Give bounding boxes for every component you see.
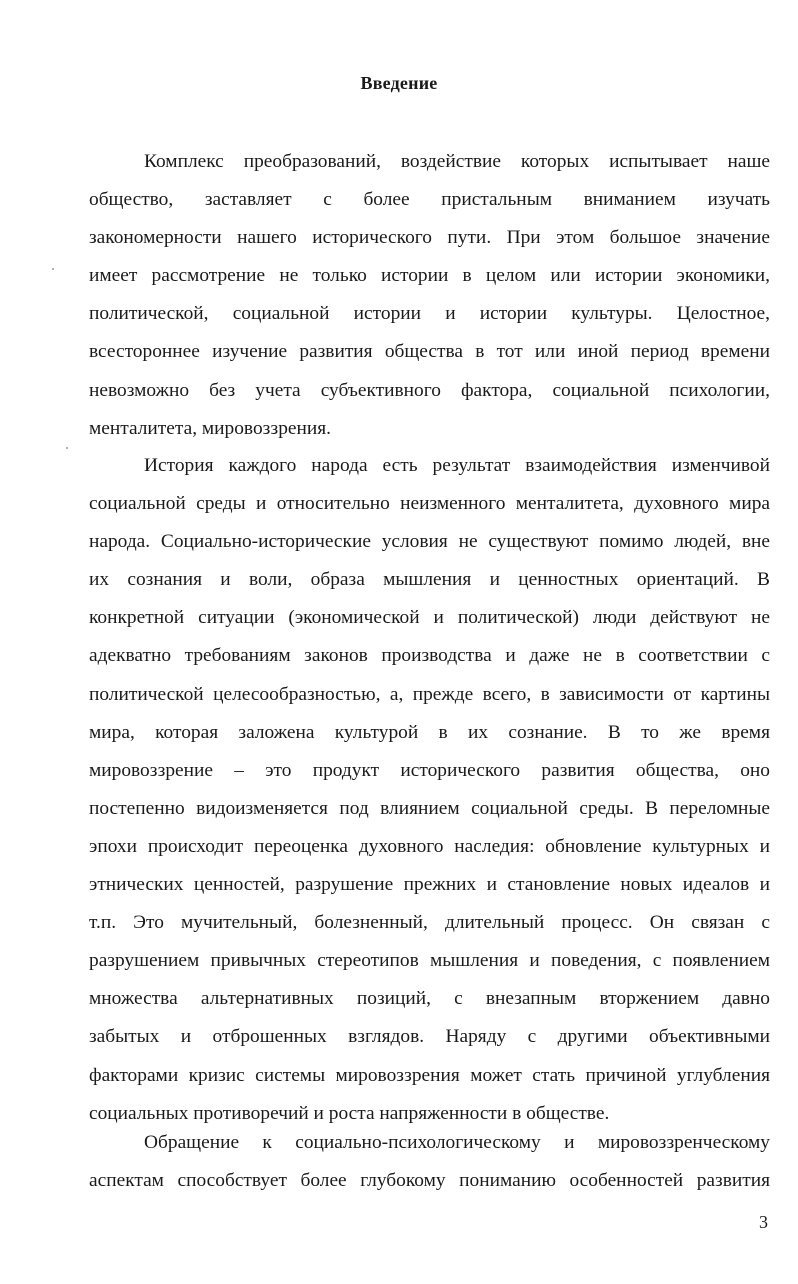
paragraph-line: невозможно без учета субъективного фактора, социальной психологии, — [89, 379, 770, 401]
paragraph-line: общество, заставляет с более пристальным вниманием изучать — [89, 189, 770, 211]
paragraph-line: имеет рассмотрение не только истории в целом или истории экономики, — [89, 265, 770, 287]
paragraph-line: забытых и отброшенных взглядов. Наряду с другими объективными — [89, 1026, 770, 1048]
paragraph-line: социальных противоречий и роста напряженности в обществе. — [89, 1102, 610, 1124]
scan-speck — [66, 447, 68, 449]
page-number: 3 — [759, 1212, 768, 1232]
paragraph-line: аспектам способствует более глубокому пониманию особенностей развития — [89, 1170, 770, 1192]
paragraph-line: История каждого народа есть результат взаимодействия изменчивой — [144, 455, 770, 476]
page-title: Введение — [360, 73, 438, 93]
paragraph-line: разрушением привычных стереотипов мышления и поведения, с появлением — [89, 950, 770, 972]
paragraph-line: Обращение к социально-психологическому и мировоззренческому — [144, 1132, 770, 1153]
paragraph-1 — [89, 143, 770, 448]
paragraph-line: всестороннее изучение развития общества в тот или иной период времени — [89, 341, 770, 363]
scan-speck — [52, 268, 54, 270]
paragraph-line: адекватно требованиям законов производства и даже не в соответствии с — [89, 645, 770, 667]
paragraph-3 — [89, 1124, 770, 1200]
paragraph-line: эпохи происходит переоценка духовного наследия: обновление культурных и — [89, 835, 770, 857]
paragraph-line: Комплекс преобразований, воздействие которых испытывает наше — [144, 151, 770, 172]
paragraph-line: менталитета, мировоззрения. — [89, 417, 332, 439]
paragraph-line: мировоззрение – это продукт исторического развития общества, оно — [89, 759, 770, 781]
paragraph-line: т.п. Это мучительный, болезненный, длительный процесс. Он связан с — [89, 912, 770, 934]
paragraph-line: социальной среды и относительно неизменного менталитета, духовного мира — [89, 493, 770, 515]
paragraph-line: мира, которая заложена культурой в их сознание. В то же время — [89, 721, 770, 743]
paragraph-2 — [89, 447, 770, 1133]
paragraph-line: этнических ценностей, разрушение прежних и становление новых идеалов и — [89, 874, 770, 896]
paragraph-line: закономерности нашего исторического пути. При этом большое значение — [89, 227, 770, 249]
paragraph-line: факторами кризис системы мировоззрения может стать причиной углубления — [89, 1064, 770, 1086]
paragraph-line: постепенно видоизменяется под влиянием социальной среды. В переломные — [89, 797, 770, 819]
paragraph-line: их сознания и воли, образа мышления и ценностных ориентаций. В — [89, 569, 770, 591]
paragraph-line: множества альтернативных позиций, с внезапным вторжением давно — [89, 988, 770, 1010]
paragraph-line: политической, социальной истории и истории культуры. Целостное, — [89, 303, 770, 325]
paragraph-line: политической целесообразностью, а, прежде всего, в зависимости от картины — [89, 683, 770, 705]
paragraph-line: народа. Социально-исторические условия не существуют помимо людей, вне — [89, 531, 770, 553]
paragraph-line: конкретной ситуации (экономической и политической) люди действуют не — [89, 607, 770, 629]
